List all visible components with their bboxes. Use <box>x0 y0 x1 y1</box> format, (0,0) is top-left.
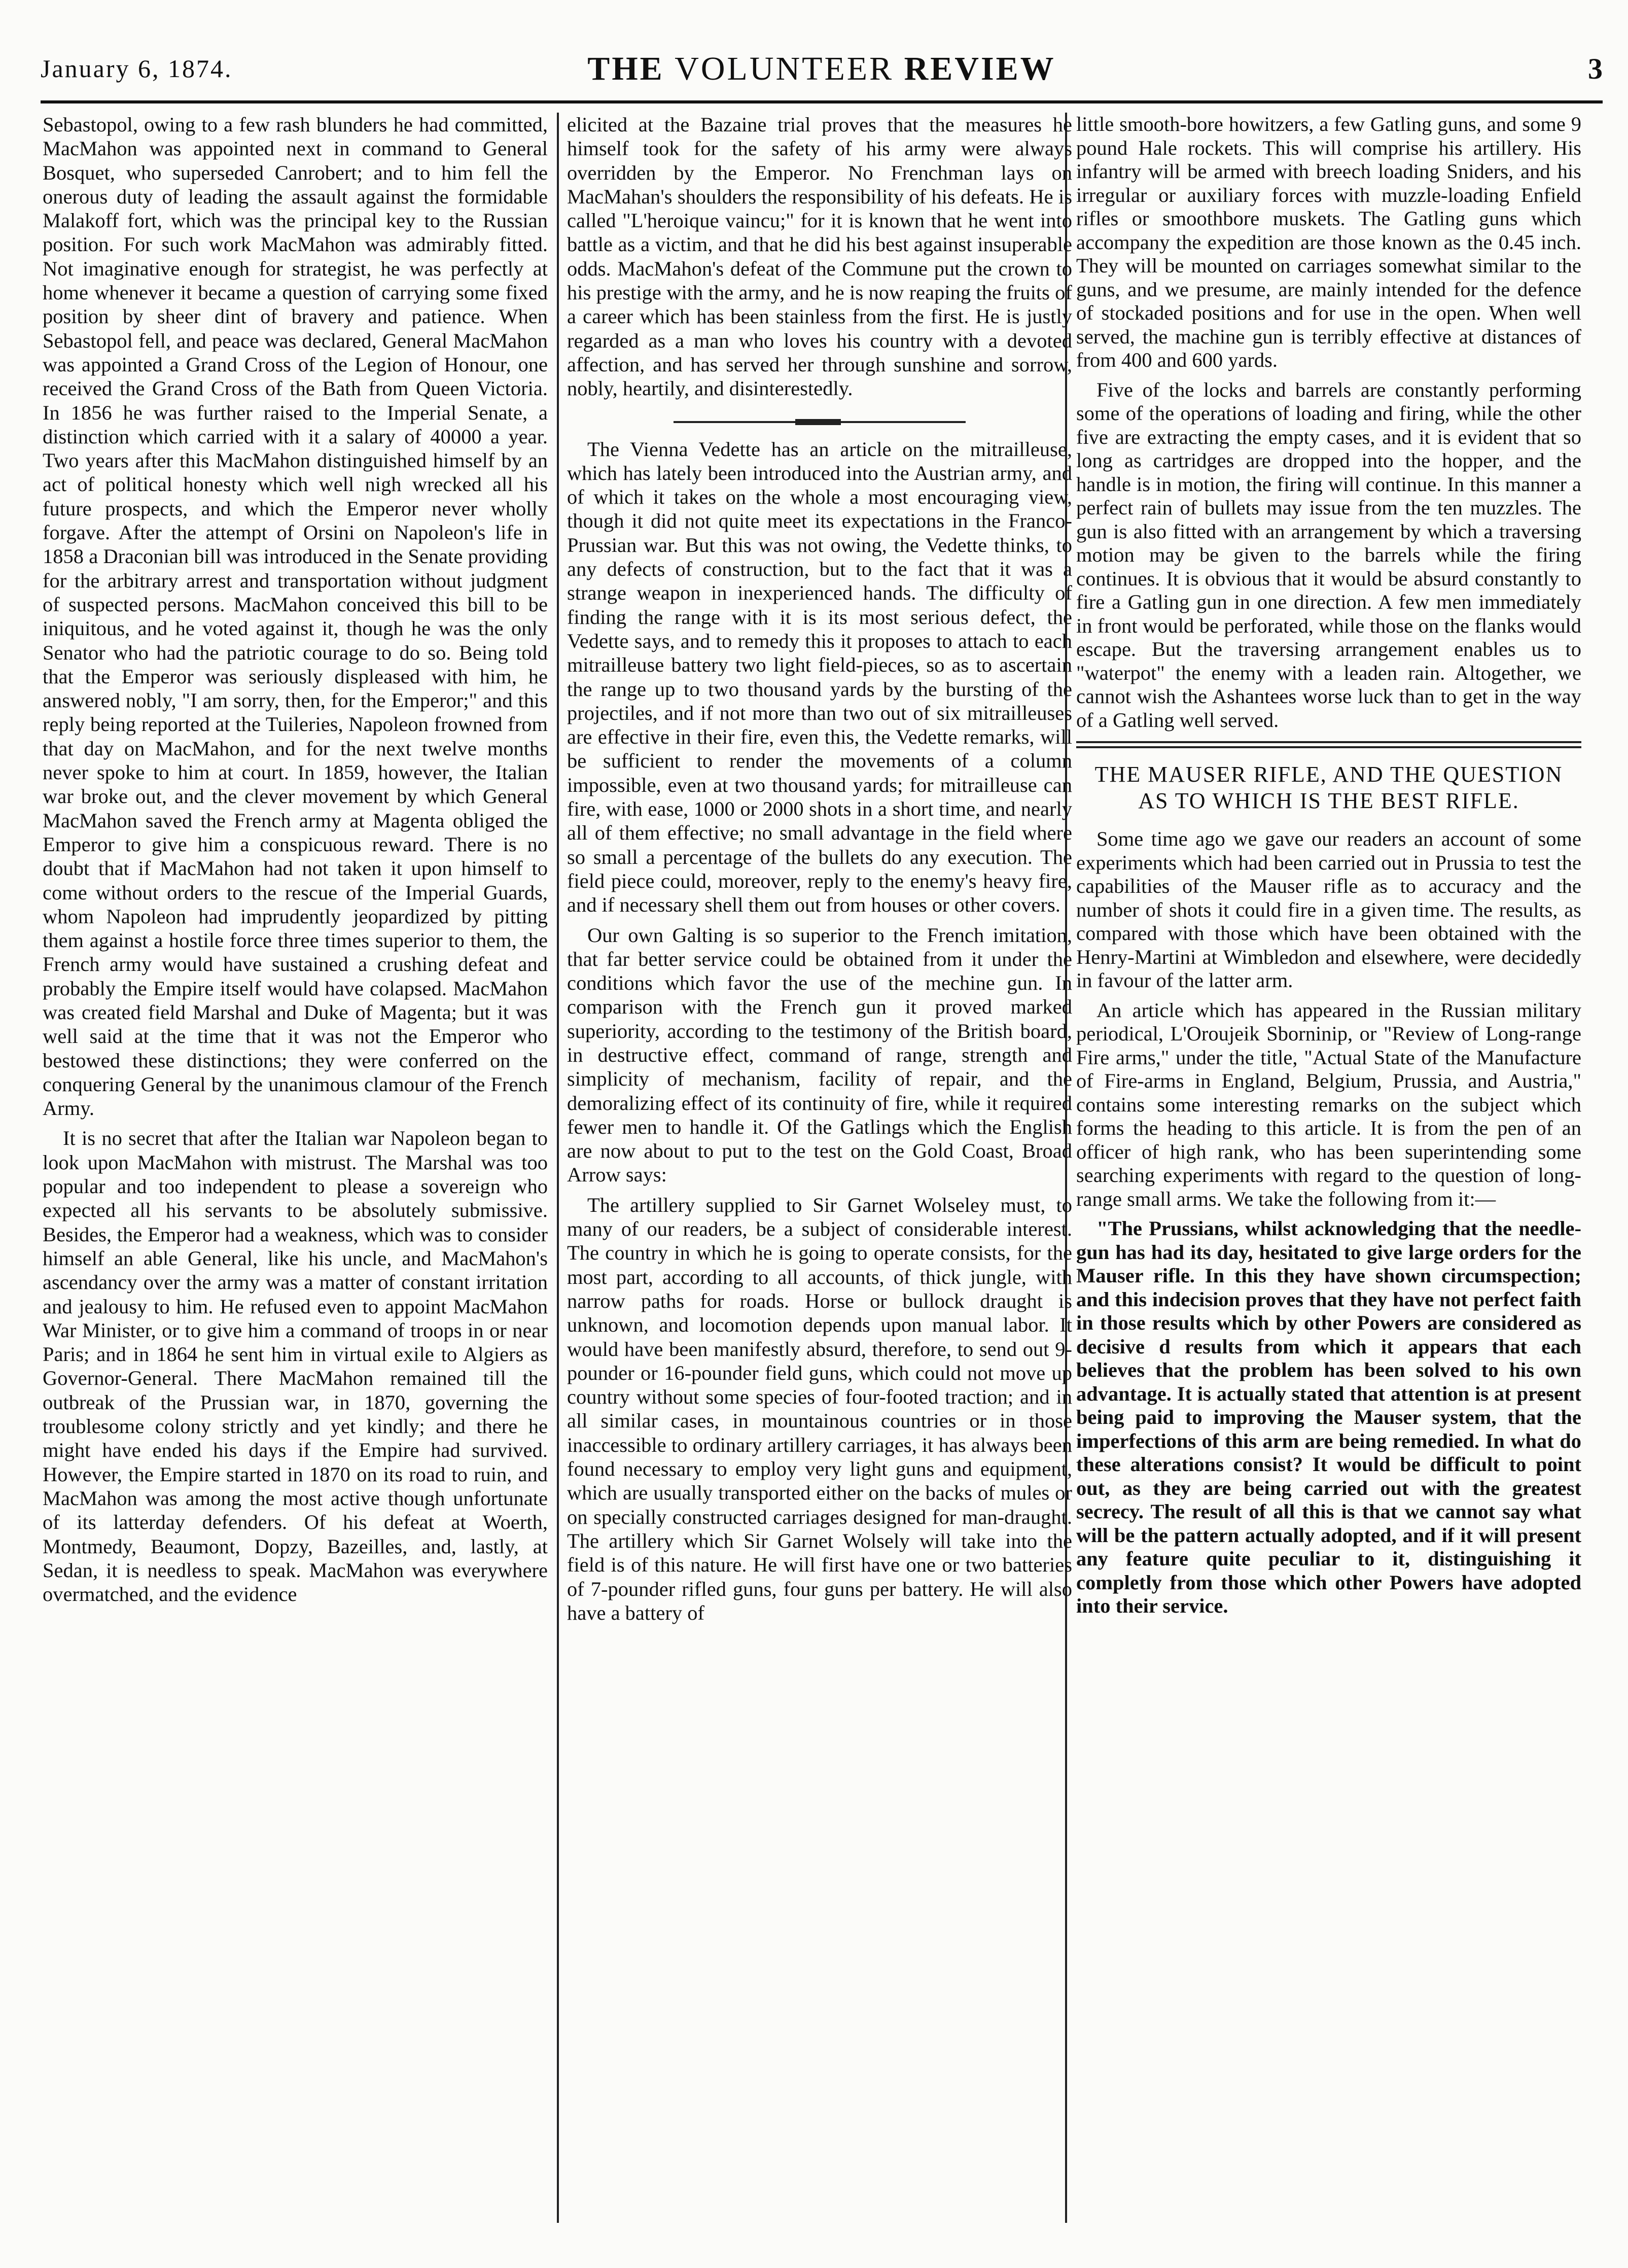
column-3-quoted-paragraph: "The Prussians, whilst acknowledging that the needle-gun has had its day, hesitated to give large orders for the Mauser rifle. In this they have shown circumspection; and this indecision proves that they have not perfect faith in those results which by other Powers are considered as decisive d results from which it appears that each believes that the problem has been solved to his own advantage. It is actually stated that attention is at present being paid to improving the Mauser system, that the imperfections of this arm are being remedied. In what do these alterations consist? It would be difficult to point out, as they are being carried out with the greatest secrecy. The result of all this is that we cannot say what will be the pattern actually adopted, and if it will present any feature quite peculiar to it, distinguishing it completly from those which other Powers have adopted into their service. <box>1076 1217 1581 1617</box>
masthead-the: THE <box>587 50 664 87</box>
column-3-paragraph: An article which has appeared in the Russian military periodical, L'Oroujeik Sborninip, or "Review of Long-range Fire arms," under the title, "Actual State of the Manufacture of Fire-arms in England, Belgium, Prussia, and Austria," contains some interesting remarks on the subject which forms the heading to this article. It is from the pen of an officer of high rank, who has been superintending some searching experiments with regard to the question of long-range small arms. We take the following from it:— <box>1076 998 1581 1210</box>
column-2 <box>567 113 1072 2223</box>
column-1 <box>43 113 548 2223</box>
article-headline: THE MAUSER RIFLE, AND THE QUESTION AS TO WHICH IS THE BEST RIFLE. <box>1094 762 1563 813</box>
masthead-title <box>41 50 1603 88</box>
header-rule <box>41 100 1603 103</box>
column-divider-1 <box>557 113 559 2223</box>
article-separator <box>567 407 1072 437</box>
column-1-paragraph: It is no secret that after the Italian war Napoleon began to look upon MacMahon with mistrust. The Marshal was too popular and too independent to please a sovereign who expected all his servants to be absolutely submissive. Besides, the Emperor had a weakness, which was to consider himself an able General, like his uncle, and MacMahon's ascendancy over the army was a matter of constant irritation and jealousy to him. He refused even to appoint MacMahon War Minister, or to give him a command of troops in or near Paris; and in 1864 he sent him in virtual exile to Algiers as Governor-General. There MacMahon remained till the outbreak of the Prussian war, in 1870, governing the troublesome colony strictly and yet kindly; and there he might have ended his days if the Empire had survived. However, the Empire started in 1870 on its road to ruin, and MacMahon was among the most active though unfortunate of its latterday defenders. Of his defeat at Woerth, Montmedy, Beaumont, Dopzy, Bazeilles, and, lastly, at Sedan, it is needless to speak. MacMahon was everywhere overmatched, and the evidence <box>43 1127 548 1606</box>
column-1-paragraph: Sebastopol, owing to a few rash blunders he had committed, MacMahon was appointed next in command to General Bosquet, who superseded Canrobert; and to him fell the onerous duty of leading the assault against the formidable Malakoff fort, which was the principal key to the Russian position. For such work MacMahon was admirably fitted. Not imaginative enough for strategist, he was perfectly at home whenever it became a question of carrying some fixed position by sheer dint of bravery and patience. When Sebastopol fell, and peace was declared, General MacMahon was appointed a Grand Cross of the Legion of Honour, one received the Grand Cross of the Bath from Queen Victoria. In 1856 he was further raised to the Imperial Senate, a distinction which carried with it a salary of 40000 a year. Two years after this MacMahon distinguished himself by an act of political honesty which well nigh wrecked all his future prospects, and which the Emperor never wholly forgave. After the attempt of Orsini on Napoleon's life in 1858 a Draconian bill was introduced in the Senate providing for the arbitrary arrest and transportation without judgment of suspected persons. MacMahon conceived this bill to be iniquitous, and he voted against it, though he was the only Senator who had the patriotic courage to do so. Being told that the Emperor was seriously displeased with him, he answered nobly, "I am sorry, then, for the Emperor;" and this reply being reported at the Tuileries, Napoleon frowned from that day on MacMahon, and for the next twelve months never spoke to him at court. In 1859, however, the Italian war broke out, and the clever movement by which General MacMahon saved the French army at Magenta obliged the Emperor to give him a conspicuous reward. There is no doubt that if MacMahon had not taken it upon himself to come without orders to the rescue of the Imperial Guards, whom Napoleon had imprudently jeopardized by pitting them against a hostile force three times superior to them, the French army would have sustained a crushing defeat and probably the Empire itself would have colapsed. MacMahon was created field Marshal and Duke of Magenta; but it was well said at the time that it was not the Emperor who bestowed these distinctions; they were conferred on the conquering General by the unanimous clamour of the French Army. <box>43 113 548 1120</box>
column-2-paragraph: elicited at the Bazaine trial proves that the measures he himself took for the safety of his army were always overridden by the Emperor. No Frenchman lays on MacMahan's shoulders the responsibility of his defeats. He is called "L'heroique vaincu;" for it is known that he went into battle as a victim, and that he did his best against insuperable odds. MacMahon's defeat of the Commune put the crown to his prestige with the army, and he is now reaping the fruits of a career which has been stainless from the first. He is justly regarded as a man who loves his country with a devoted affection, and has served her through sunshine and sorrow, nobly, heartily, and disinterestedly. <box>567 113 1072 400</box>
page-header <box>41 50 1603 95</box>
column-3 <box>1076 113 1581 2223</box>
column-3-paragraph: Five of the locks and barrels are constantly performing some of the operations of loading and firing, while the other five are extracting the empty cases, and it is evident that so long as cartridges are dropped into the hopper, and the handle is in motion, the firing will continue. In this manner a perfect rain of bullets may issue from the ten muzzles. The gun is also fitted with an arrangement by which a traversing motion may be given to the barrels while the firing continues. It is obvious that it would be absurd constantly to fire a Gatling gun in one direction. A few men immediately in front would be perforated, while those on the flanks would escape. But the traversing arrangement enables us to "waterpot" the enemy with a leaden rain. Altogether, we cannot wish the Ashantees worse luck than to get in the way of a Gatling well served. <box>1076 378 1581 731</box>
column-2-paragraph: The Vienna Vedette has an article on the mitrailleuse, which has lately been introduced into the Austrian army, and of which it takes on the whole a most encouraging view, though it did not quite meet its expectations in the Franco-Prussian war. But this was not owing, the Vedette thinks, to any defects of construction, but to the fact that it was a strange weapon in inexperienced hands. The difficulty of finding the range with it is its most serious defect, the Vedette says, and to remedy this it proposes to attach to each mitrailleuse battery two light field-pieces, so as to ascertain the range up to two thousand yards by the bursting of the projectiles, and if not more than two out of six mitrailleuses are effective in their fire, even this, the Vedette remarks, will be sufficient to render the movements of a column impossible, even at two thousand yards; for mitrailleuse can fire, with ease, 1000 or 2000 shots in a short time, and nearly all of them effective; no small advantage in the field where so small a percentage of the bullets do any execution. The field piece could, moreover, reply to the enemy's heavy fire, and if necessary shell them out from houses or other covers. <box>567 437 1072 917</box>
issue-date: January 6, 1874. <box>41 54 233 83</box>
page-number: 3 <box>1588 52 1603 85</box>
column-2-quoted-paragraph: The artillery supplied to Sir Garnet Wolseley must, to many of our readers, be a subject of considerable interest. The country in which he is going to operate consists, for the most part, according to all accounts, of thick jungle, with narrow paths for roads. Horse or bullock draught is unknown, and locomotion depends upon manual labor. It would have been manifestly absurd, therefore, to send out 9-pounder or 16-pounder field guns, which could not move up country without some species of four-footed traction; and in all similar cases, in mountainous countries or in those inaccessible to ordinary artillery carriages, it has always been found necessary to employ very light guns and equipment, which are usually transported either on the backs of mules or on specially constructed carriages designed for man-draught. The artillery which Sir Garnet Wolsely will take into the field is of this nature. He will first have one or two batteries of 7-pounder rifled guns, four guns per battery. He will also have a battery of <box>567 1193 1072 1624</box>
masthead-volunteer: VOLUNTEER <box>675 50 894 87</box>
column-3-paragraph: little smooth-bore howitzers, a few Gatling guns, and some 9 pound Hale rockets. This will comprise his artillery. His infantry will be armed with breech loading Sniders, and his irregular or auxiliary forces with muzzle-loading Enfield rifles or smoothbore muskets. The Gatling guns which accompany the expedition are those known as the 0.45 inch. They will be mounted on carriages somewhat similar to the guns, and we presume, are mainly intended for the defence of stockaded positions and for use in the open. When well served, the machine gun is terribly effective at distances of from 400 and 600 yards. <box>1076 113 1581 371</box>
column-3-paragraph: Some time ago we gave our readers an account of some experiments which had been carried out in Prussia to test the capabilities of the Mauser rifle as to accuracy and the number of shots it could fire in a given time. The results, as compared with those which have been obtained with the Henry-Martini at Wimbledon and elsewhere, were decidedly in favour of the latter arm. <box>1076 827 1581 992</box>
masthead-review: REVIEW <box>904 50 1056 87</box>
article-separator-double-rule <box>1076 741 1581 748</box>
column-2-paragraph: Our own Galting is so superior to the French imitation, that far better service could be obtained from it under the conditions which favor the use of the mechine gun. In comparison with the French gun it proved marked superiority, according to the testimony of the British board, in destructive effect, command of range, strength and simplicity of mechanism, facility of repair, and the demoralizing effect of its continuity of fire, while it required fewer men to handle it. Of the Gatlings which the English are now about to put to the test on the Gold Coast, Broad Arrow says: <box>567 923 1072 1187</box>
